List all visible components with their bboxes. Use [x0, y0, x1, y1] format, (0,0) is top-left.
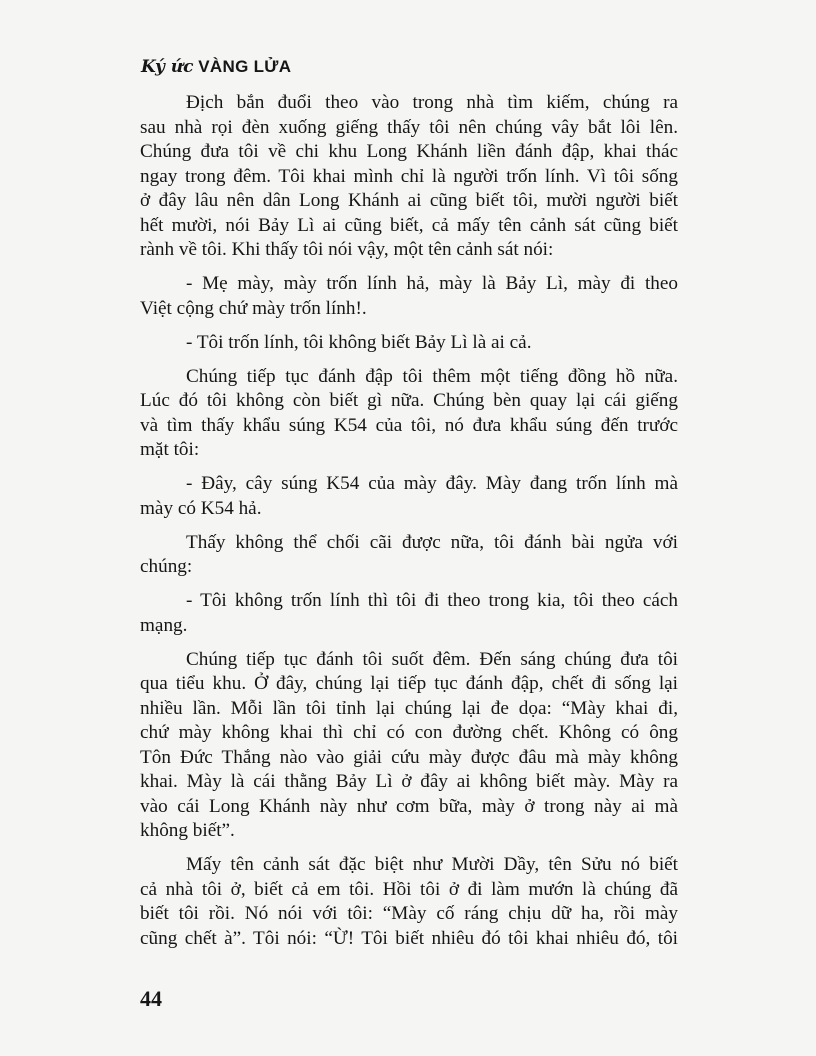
text-line: Tôn Đức Thắng nào vào giải cứu mày được đâu mà mày không	[140, 746, 678, 768]
text-line: - Mẹ mày, mày trốn lính hả, mày là Bảy Lì, mày đi theo	[186, 273, 678, 294]
text-line: biết tôi rồi. Nó nói với tôi: “Mày cố ráng chịu dữ ha, rồi mày	[140, 903, 678, 924]
paragraph	[140, 531, 678, 580]
paragraph	[140, 853, 678, 951]
text-line: Địch bắn đuổi theo vào trong nhà tìm kiếm, chúng ra	[186, 92, 678, 113]
header-title: VÀNG LỬA	[198, 57, 292, 76]
text-line: vào cái Long Khánh này như cơm bữa, mày ở trong này ai mà	[140, 795, 678, 817]
text-line: Chúng tiếp tục đánh đập tôi thêm một tiếng đồng hồ nữa.	[186, 365, 678, 387]
text-line: cũng chết à”. Tôi nói: “Ừ! Tôi biết nhiêu đó tôi khai nhiêu đó, tôi	[140, 927, 678, 949]
text-line: không biết”.	[140, 820, 235, 841]
text-line: ở đây lâu nên dân Long Khánh ai cũng biết tôi, mười người biết	[140, 190, 678, 211]
text-line: ngay trong đêm. Tôi khai mình chỉ là người trốn lính. Vì tôi sống	[140, 165, 678, 187]
paragraph	[140, 472, 678, 521]
paragraph	[140, 91, 678, 263]
text-line: Chúng đưa tôi về chi khu Long Khánh liền đánh đập, khai thác	[140, 141, 678, 162]
text-line: Thấy không thể chối cãi được nữa, tôi đánh bài ngửa với	[186, 531, 678, 553]
text-line: mạng.	[140, 614, 188, 636]
text-line: - Tôi trốn lính, tôi không biết Bảy Lì là ai cả.	[186, 331, 532, 353]
header-script-title: Ký ức	[141, 57, 194, 77]
text-line: chứ mày không khai thì chỉ có con đường chết. Không có ông	[140, 722, 678, 743]
text-line: và tìm thấy khẩu súng K54 của tôi, nó đưa khẩu súng đến trước	[140, 414, 678, 436]
paragraph	[140, 648, 678, 844]
text-line: khai. Mày là cái thằng Bảy Lì ở đây ai không biết mày. Mày ra	[140, 771, 678, 792]
text-line: Việt cộng chứ mày trốn lính!.	[140, 297, 367, 319]
paragraph	[140, 331, 678, 356]
text-line: mặt tôi:	[140, 439, 200, 460]
text-line: nhiều lần. Mỗi lần tôi tỉnh lại chúng lại đe dọa: “Mày khai đi,	[140, 697, 678, 719]
text-line: Chúng tiếp tục đánh tôi suốt đêm. Đến sáng chúng đưa tôi	[186, 648, 678, 670]
paragraph	[140, 589, 678, 638]
text-line: rành về tôi. Khi thấy tôi nói vậy, một tên cảnh sát nói:	[140, 239, 554, 260]
text-line: Lúc đó tôi không còn biết gì nữa. Chúng bèn quay lại cái giếng	[140, 390, 678, 411]
text-line: cả nhà tôi ở, biết cả em tôi. Hồi tôi ở đi làm mướn là chúng đã	[140, 878, 678, 900]
text-line: qua tiểu khu. Ở đây, chúng lại tiếp tục đánh đập, chết đi sống lại	[140, 673, 678, 694]
running-header	[141, 56, 291, 78]
text-line: - Đây, cây súng K54 của mày đây. Mày đang trốn lính mà	[186, 473, 678, 494]
text-line: sau nhà rọi đèn xuống giếng thấy tôi nên chúng vây bắt lôi lên.	[140, 116, 678, 138]
body-text	[140, 91, 678, 961]
text-line: chúng:	[140, 556, 193, 577]
text-line: Mấy tên cảnh sát đặc biệt như Mười Dầy, tên Sửu nó biết	[186, 854, 678, 875]
paragraph	[140, 272, 678, 321]
text-line: - Tôi không trốn lính thì tôi đi theo trong kia, tôi theo cách	[186, 590, 678, 611]
text-line: hết mười, nói Bảy Lì ai cũng biết, cả mấy tên cảnh sát cũng biết	[140, 214, 678, 236]
page-number: 44	[140, 986, 162, 1011]
paragraph	[140, 365, 678, 463]
text-line: mày có K54 hả.	[140, 497, 262, 519]
